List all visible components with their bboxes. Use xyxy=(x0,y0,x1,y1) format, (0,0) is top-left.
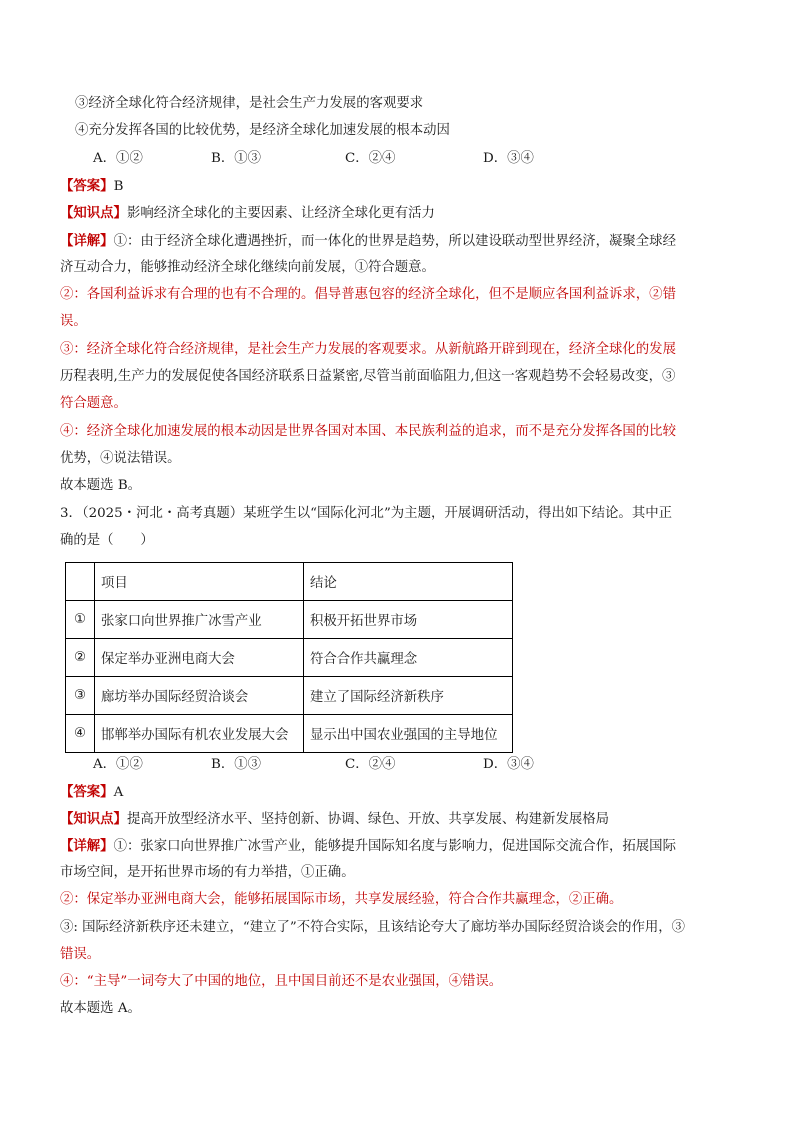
table-cell-index: ④ xyxy=(66,715,95,753)
question-3-stem-a: 3．（2025・河北・高考真题）某班学生以“国际化河北”为主题，开展调研活动，得出如下结论。其中正 xyxy=(60,506,672,521)
answer-value: A xyxy=(113,785,124,800)
table-cell-item: 保定举办亚洲电商大会 xyxy=(95,639,304,677)
answer-tag: 【答案】 xyxy=(60,178,114,194)
detail-line-4b: 优势，④说法错误。 xyxy=(60,451,181,466)
table-cell-conclusion: 建立了国际经济新秩序 xyxy=(304,677,513,715)
detail-line-3b: 错误。 xyxy=(60,947,101,962)
detail-line-2b: 误。 xyxy=(60,314,87,329)
table-cell-index: ③ xyxy=(66,677,95,715)
detail-line-1a xyxy=(60,232,676,251)
option-a[interactable]: A．①② xyxy=(93,151,143,166)
detail-line-2a: ②：各国利益诉求有合理的也有不合理的。倡导普惠包容的经济全球化，但不是顺应各国利益诉求，②错 xyxy=(60,287,676,302)
detail-tag: 【详解】 xyxy=(60,838,114,854)
conclusion-line: 故本题选 B。 xyxy=(60,478,142,493)
detail-line-3a: ③: 国际经济新秩序还未建立，“建立了”不符合实际，且该结论夸大了廊坊举办国际经贸洽谈会的作用，③ xyxy=(60,920,686,935)
detail-line-1b: 市场空间，是开拓世界市场的有力举措，①正确。 xyxy=(60,865,355,880)
knowledge-point-tag: 【知识点】 xyxy=(60,205,127,221)
table-row xyxy=(66,715,513,753)
option-b[interactable]: B．①③ xyxy=(211,151,262,166)
knowledge-point-line xyxy=(60,810,609,829)
detail-tag: 【详解】 xyxy=(60,233,114,249)
option-c[interactable]: C．②④ xyxy=(345,151,396,166)
table-header-conclusion: 结论 xyxy=(304,563,513,601)
detail-line-4a: ④：经济全球化加速发展的根本动因是世界各国对本国、本民族利益的追求，而不是充分发挥各国的比较 xyxy=(60,424,676,439)
table-header-index xyxy=(66,563,95,601)
option-b[interactable]: B．①③ xyxy=(211,757,262,772)
detail-line-2: ②：保定举办亚洲电商大会，能够拓展国际市场，共享发展经验，符合合作共赢理念，②正确。 xyxy=(60,892,623,907)
conclusion-line: 故本题选 A。 xyxy=(60,1001,141,1016)
detail-line-1b: 济互动合力，能够推动经济全球化继续向前发展，①符合题意。 xyxy=(60,260,435,275)
table-row xyxy=(66,639,513,677)
question-3-stem-b: 确的是（ ） xyxy=(60,533,154,548)
table-cell-item: 邯郸举办国际有机农业发展大会 xyxy=(95,715,304,753)
option-d[interactable]: D．③④ xyxy=(483,757,534,772)
detail-text-1a: ①：张家口向世界推广冰雪产业，能够提升国际知名度与影响力，促进国际交流合作，拓展国际 xyxy=(113,839,676,854)
table-row xyxy=(66,677,513,715)
answer-line xyxy=(60,177,123,196)
knowledge-point-line xyxy=(60,204,435,223)
option-a[interactable]: A．①② xyxy=(93,757,143,772)
detail-line-3a: ③：经济全球化符合经济规律，是社会生产力发展的客观要求。从新航路开辟到现在，经济全球化的发展 xyxy=(60,342,676,357)
table-cell-item: 张家口向世界推广冰雪产业 xyxy=(95,601,304,639)
table-row xyxy=(66,601,513,639)
table-cell-index: ② xyxy=(66,639,95,677)
option-c[interactable]: C．②④ xyxy=(345,757,396,772)
answer-value: B xyxy=(113,179,124,194)
table-cell-index: ① xyxy=(66,601,95,639)
statement-3: ③经济全球化符合经济规律，是社会生产力发展的客观要求 xyxy=(75,96,424,111)
table-cell-conclusion: 符合合作共赢理念 xyxy=(304,639,513,677)
knowledge-point-tag: 【知识点】 xyxy=(60,811,127,827)
table-cell-conclusion: 积极开拓世界市场 xyxy=(304,601,513,639)
table-header-row xyxy=(66,563,513,601)
detail-line-3c: 符合题意。 xyxy=(60,396,127,411)
statement-4: ④充分发挥各国的比较优势，是经济全球化加速发展的根本动因 xyxy=(75,123,450,138)
answer-tag: 【答案】 xyxy=(60,784,114,800)
knowledge-point-text: 影响经济全球化的主要因素、让经济全球化更有活力 xyxy=(126,206,435,221)
knowledge-point-text: 提高开放型经济水平、坚持创新、协调、绿色、开放、共享发展、构建新发展格局 xyxy=(126,812,610,827)
answer-line xyxy=(60,783,123,802)
options-row xyxy=(93,756,534,774)
table-cell-conclusion: 显示出中国农业强国的主导地位 xyxy=(304,715,513,753)
detail-line-1a xyxy=(60,837,676,856)
detail-line-4: ④：“主导”一词夸大了中国的地位，且中国目前还不是农业强国，④错误。 xyxy=(60,974,503,989)
detail-line-3b: 历程表明,生产力的发展促使各国经济联系日益紧密,尽管当前面临阻力,但这一客观趋势不会轻易改变，③ xyxy=(60,369,676,384)
table-header-item: 项目 xyxy=(95,563,304,601)
options-row xyxy=(93,150,534,168)
question-3-table xyxy=(65,562,513,753)
table-cell-item: 廊坊举办国际经贸洽谈会 xyxy=(95,677,304,715)
detail-text-1a: ①：由于经济全球化遭遇挫折，而一体化的世界是趋势，所以建设联动型世界经济，凝聚全球经 xyxy=(113,234,676,249)
option-d[interactable]: D．③④ xyxy=(483,151,534,166)
